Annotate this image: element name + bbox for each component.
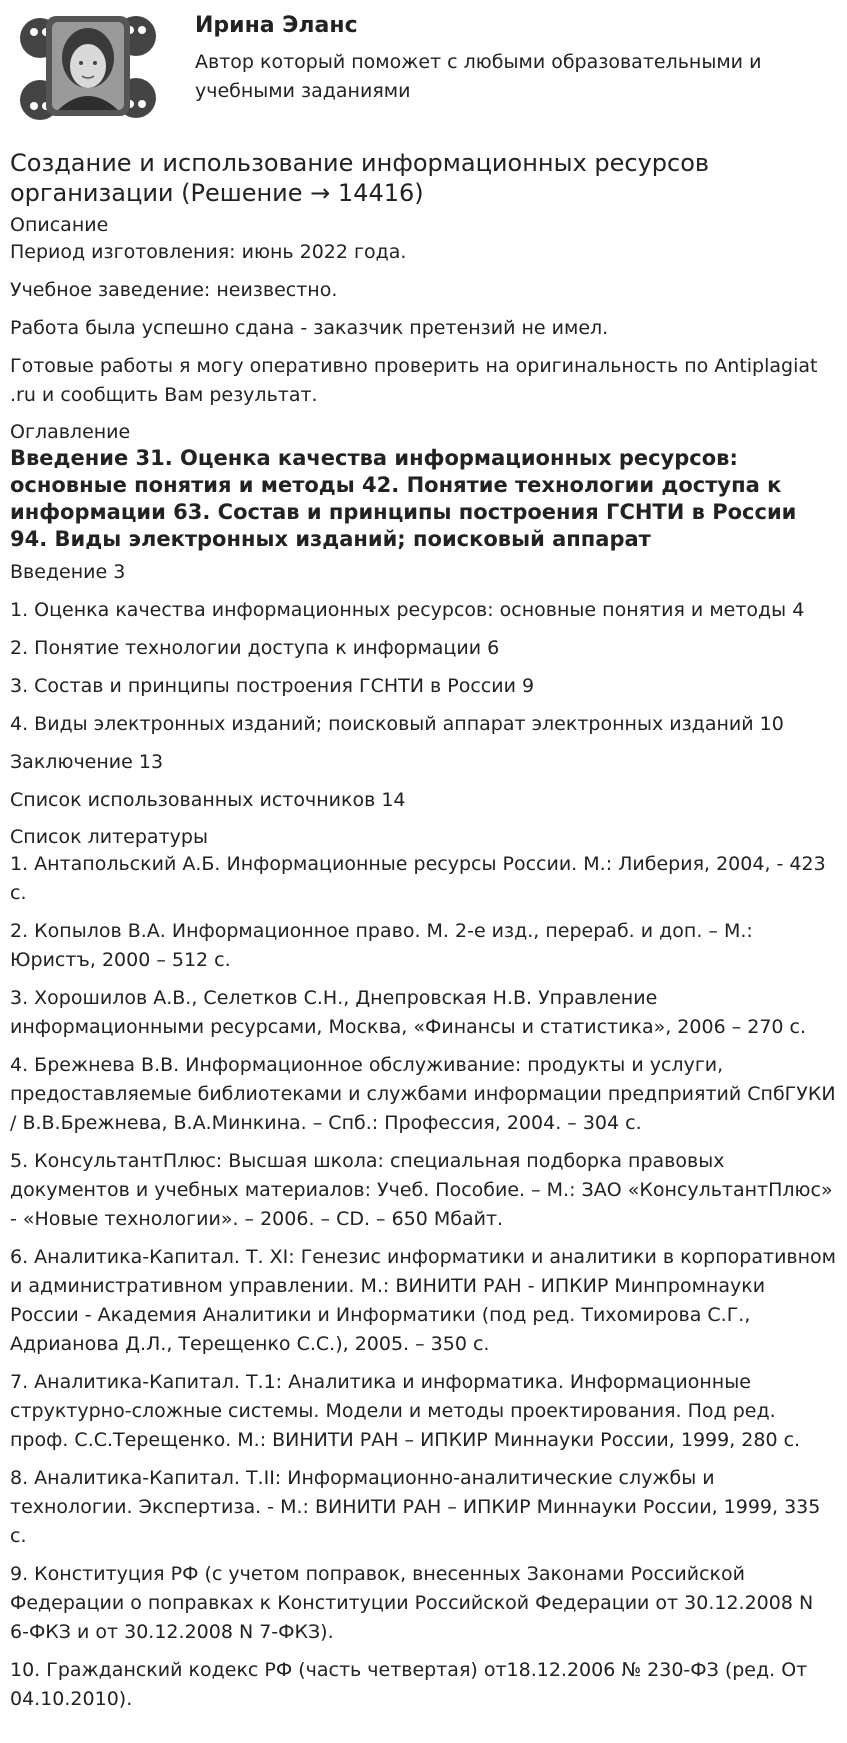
literature-label: Список литературы (10, 826, 208, 848)
literature-item: 9. Конституция РФ (с учетом поправок, внесенных Законами Российской Федерации о поправках к Конституции Российской Федерации от 30.12.2008 N 6-ФКЗ и от 30.12.2008 N 7-ФКЗ). (10, 1563, 814, 1643)
toc-item: 4. Виды электронных изданий; поисковый аппарат электронных изданий 10 (10, 713, 784, 735)
literature-item: 7. Аналитика-Капитал. Т.1: Аналитика и информатика. Информационные структурно-сложные системы. Модели и методы проектирования. Под ред. проф. С.С.Терещенко. М.: ВИНИТИ РАН – ИПКИР Миннауки России, 1999, 280 с. (10, 1371, 801, 1451)
description-paragraph: Период изготовления: июнь 2022 года. (10, 241, 407, 263)
author-name: Ирина Эланс (195, 13, 358, 38)
toc-item: 3. Состав и принципы построения ГСНТИ в России 9 (10, 675, 535, 697)
author-description: Автор который поможет с любыми образовательными и учебными заданиями (195, 51, 762, 102)
author-card (10, 0, 837, 130)
toc-item: Введение 3 (10, 561, 126, 583)
literature-item: 8. Аналитика-Капитал. Т.II: Информационно-аналитические службы и технологии. Экспертиза. - М.: ВИНИТИ РАН – ИПКИР Миннауки России, 1999, 335 с. (10, 1467, 821, 1547)
toc-section (10, 419, 837, 815)
literature-item: 10. Гражданский кодекс РФ (часть четвертая) от18.12.2006 № 230-ФЗ (ред. От 04.10.2010). (10, 1659, 808, 1710)
literature-item: 6. Аналитика-Капитал. Т. XI: Генезис информатики и аналитики в корпоративном и административном управлении. М.: ВИНИТИ РАН - ИПКИР Минпромнауки России - Академия Аналитики и Информатики (под ред. Тихомирова С.Г., Адрианова Д.Л., Терещенко С.С.), 2005. – 350 с. (10, 1246, 836, 1355)
toc-label: Оглавление (10, 421, 131, 443)
description-label: Описание (10, 214, 109, 236)
literature-item: 2. Копылов В.А. Информационное право. М. 2-е изд., перераб. и доп. – М.: Юристъ, 2000 – 512 с. (10, 920, 753, 971)
literature-item: 1. Антапольский А.Б. Информационные ресурсы России. М.: Либерия, 2004, - 423 с. (10, 853, 826, 904)
description-paragraph: Учебное заведение: неизвестно. (10, 279, 338, 301)
description-section (10, 212, 837, 410)
work-title: Создание и использование информационных ресурсов организации (Решение → 14416) (10, 149, 710, 207)
toc-item: 1. Оценка качества информационных ресурсов: основные понятия и методы 4 (10, 599, 805, 621)
literature-item: 5. КонсультантПлюс: Высшая школа: специальная подборка правовых документов и учебных материалов: Учеб. Пособие. – М.: ЗАО «КонсультантПлюс» - «Новые технологии». – 2006. – CD. – 650 Мбайт. (10, 1150, 833, 1230)
toc-item: 2. Понятие технологии доступа к информации 6 (10, 637, 500, 659)
literature-section (10, 824, 837, 1714)
description-paragraph: Работа была успешно сдана - заказчик претензий не имел. (10, 317, 609, 339)
toc-heading: Введение 31. Оценка качества информационных ресурсов: основные понятия и методы 42. Понятие технологии доступа к информации 63. Состав и принципы построения ГСНТИ в России 94. Виды электронных изданий; поисковый аппарат (10, 446, 797, 551)
literature-item: 4. Брежнева В.В. Информационное обслуживание: продукты и услуги, предоставляемые библиотеками и службами информации предприятий СпбГУКИ / В.В.Брежнева, В.А.Минкина. – Спб.: Профессия, 2004. – 304 с. (10, 1054, 836, 1134)
author-avatar (18, 8, 158, 123)
toc-item: Список использованных источников 14 (10, 789, 406, 811)
description-paragraph: Готовые работы я могу оперативно проверить на оригинальность по Antiplagiat .ru и сообщить Вам результат. (10, 355, 818, 406)
literature-item: 3. Хорошилов А.В., Селетков С.Н., Днепровская Н.В. Управление информационными ресурсами, Москва, «Финансы и статистика», 2006 – 270 с. (10, 987, 807, 1038)
toc-item: Заключение 13 (10, 751, 164, 773)
